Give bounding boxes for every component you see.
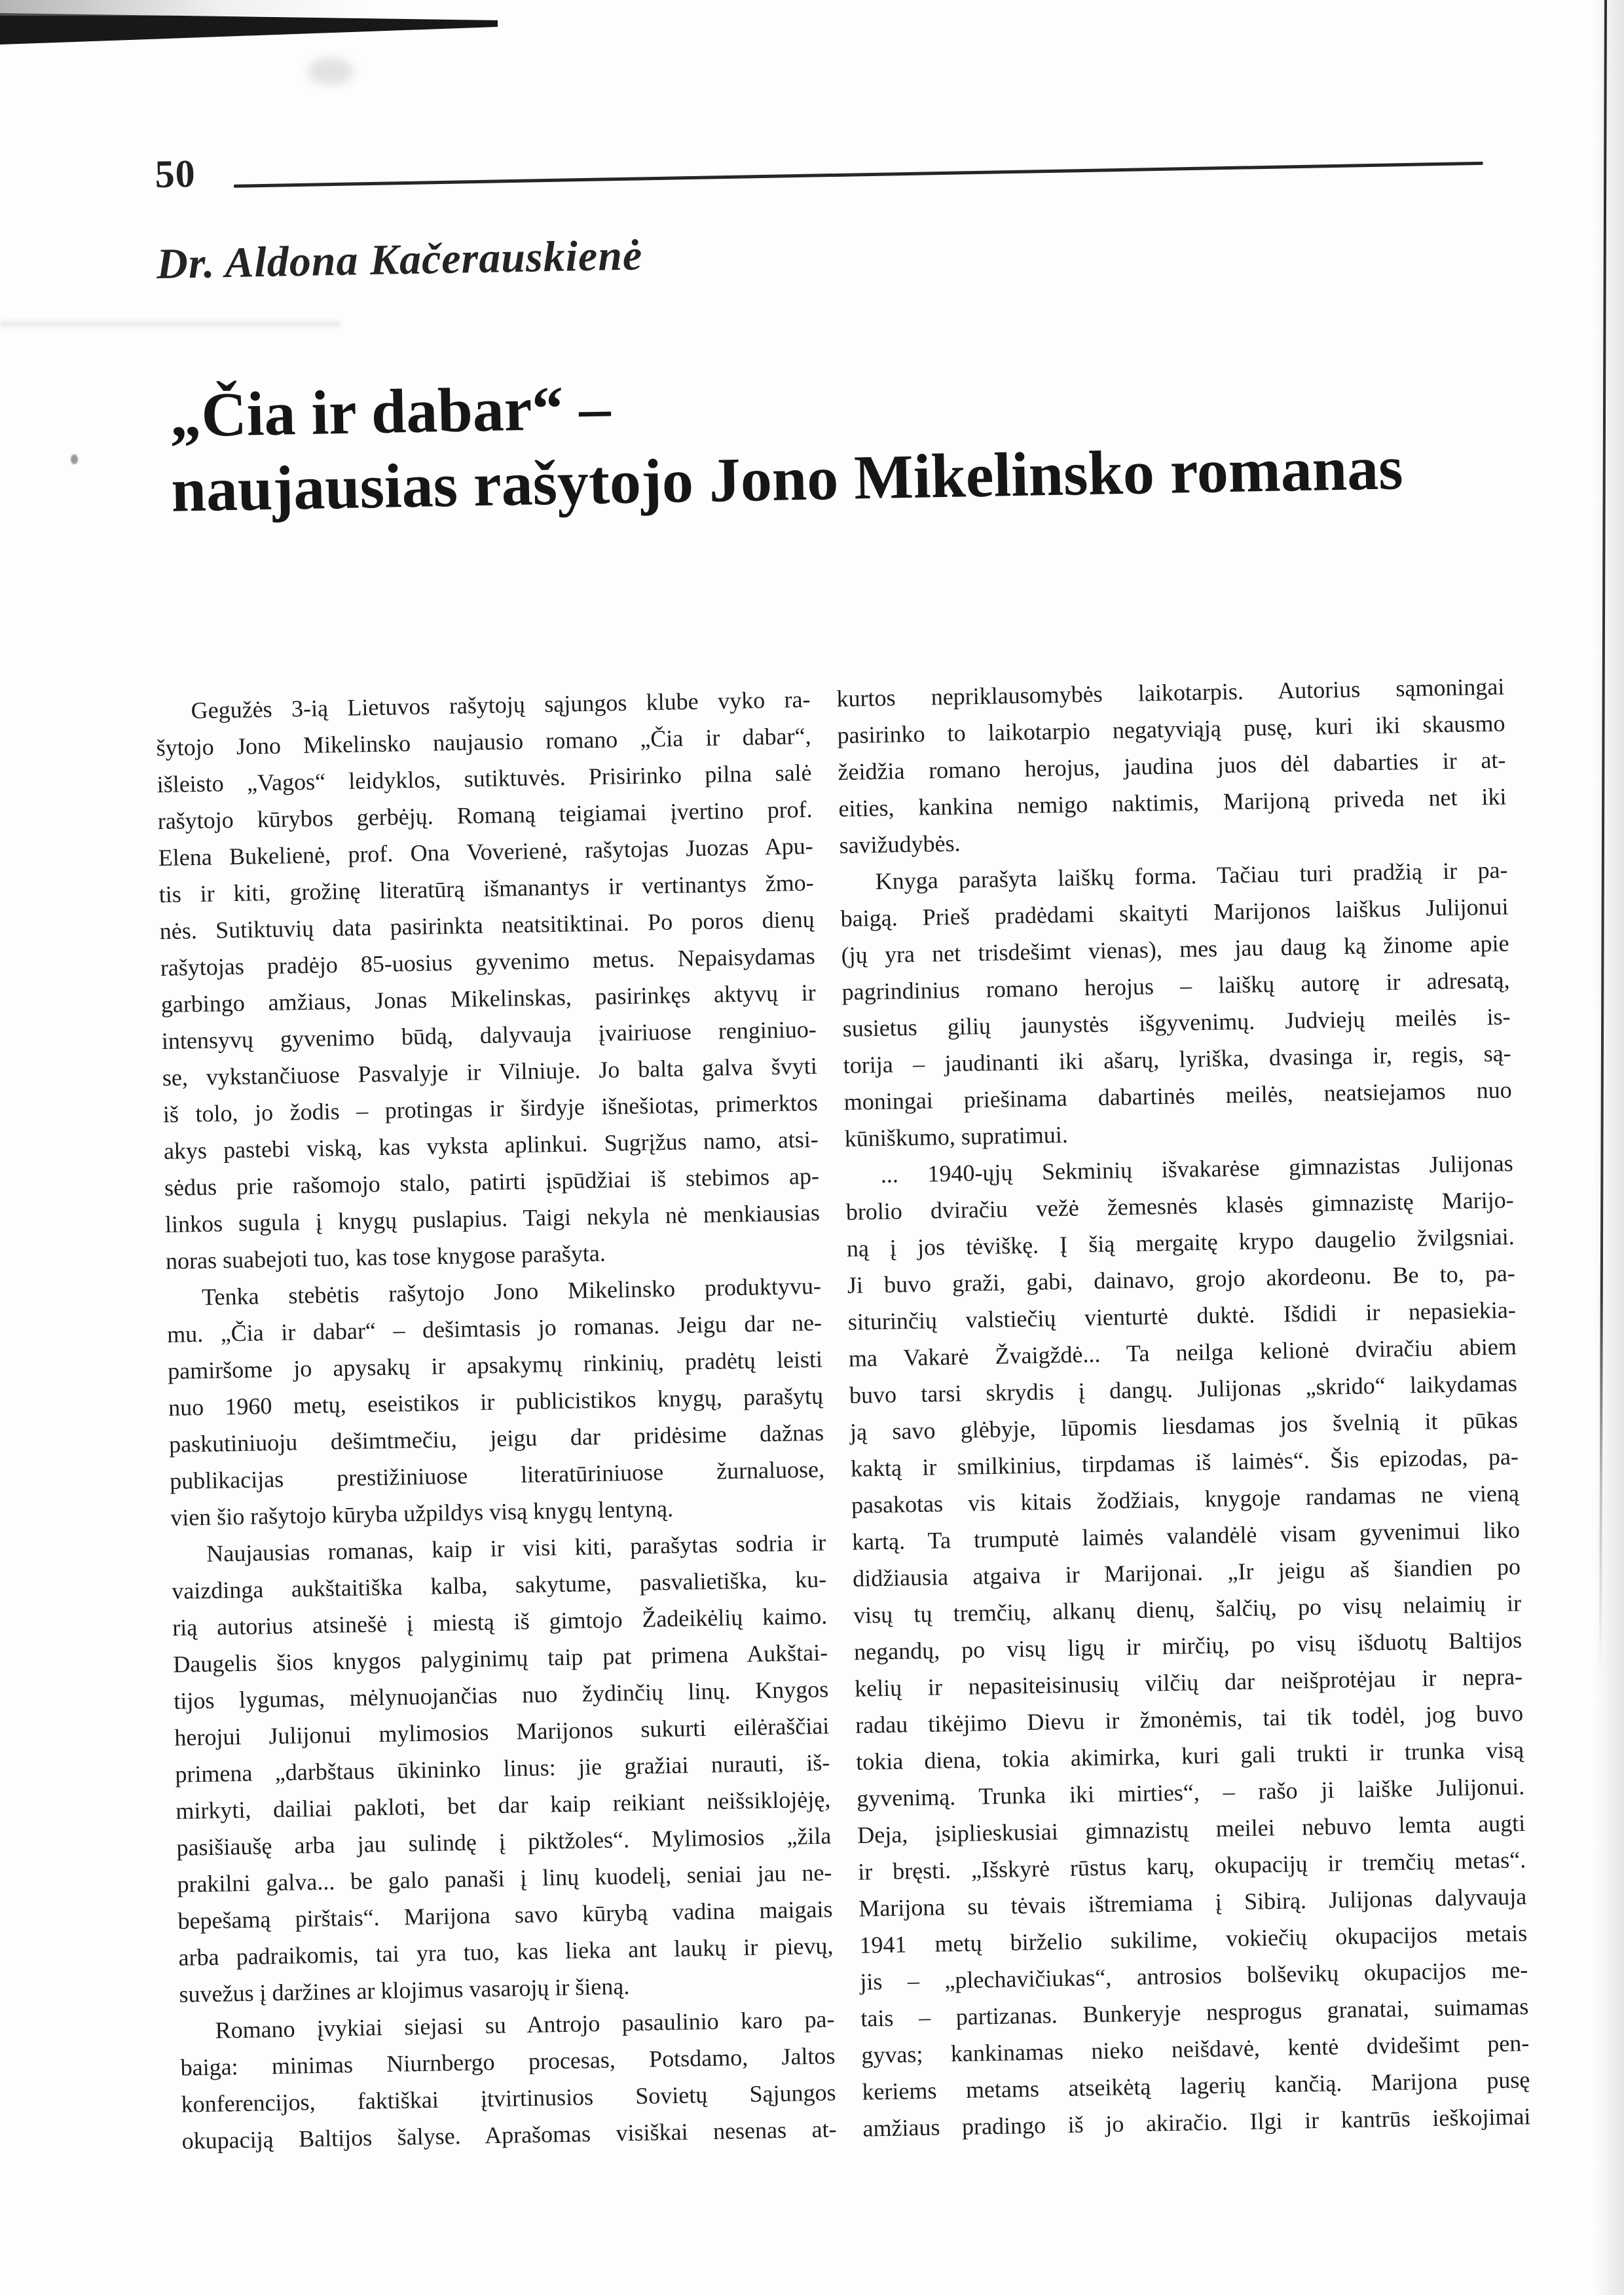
text-line: tijos lygumas, mėlynuojančias nuo žydinčių linų. Knygos xyxy=(174,1676,829,1714)
text-line: pasakotas vis kitais žodžiais, knygoje randamas ne vieną xyxy=(851,1480,1520,1518)
paragraph xyxy=(171,1524,834,2013)
text-line: brolio dviračiu vežė žemesnės klasės gimnazistę Marijo- xyxy=(845,1186,1515,1225)
article-title xyxy=(169,356,1403,527)
text-line: nės. Sutiktuvių data pasirinkta neatsitiktinai. Po poros dienų xyxy=(159,906,815,945)
text-line: konferencijos, faktiškai įtvirtinusios Sovietų Sąjungos xyxy=(181,2079,836,2118)
text-line: noras suabejoti tuo, kas tose knygose parašyta. xyxy=(165,1239,606,1274)
text-line: ir bręsti. „Išskyrė rūstus karų, okupacijų ir tremčių metas“. xyxy=(857,1846,1526,1885)
paragraph xyxy=(155,681,821,1279)
text-line: tis ir kiti, grožinę literatūrą išmanantys ir vertinantys žmo- xyxy=(158,869,814,908)
article-title-line2: naujausias rašytojo Jono Mikelinsko romanas xyxy=(170,432,1404,525)
text-line: ną į jos tėviškę. Į šią mergaitę krypo daugelio žvilgsniai. xyxy=(846,1223,1515,1262)
text-columns xyxy=(155,668,1531,2159)
text-line: suvežus į daržines ar klojimus vasarojų ir šieną. xyxy=(179,1973,630,2008)
header-rule xyxy=(234,162,1483,188)
text-line: tokia diena, tokia akimirka, kuri gali trukti ir trunka visą xyxy=(855,1736,1524,1775)
text-line: keriems metams atseikėtą lagerių kančią. Marijona pusę xyxy=(862,2066,1530,2105)
text-line: susietus gilių jaunystės išgyvenimų. Judviejų meilės is- xyxy=(842,1003,1511,1042)
text-line: savižudybės. xyxy=(839,830,961,859)
text-line: nuo 1960 metų, eseistikos ir publicistikos knygų, parašytų xyxy=(168,1382,824,1421)
paragraph xyxy=(179,2000,837,2159)
text-line: 1941 metų birželio sukilime, vokiečių okupacijos metais xyxy=(859,1920,1528,1958)
text-line: Knyga parašyta laiškų forma. Tačiau turi pradžią ir pa- xyxy=(875,856,1508,895)
text-line: pamiršome jo apysakų ir apsakymų rinkinių, pradėtų leisti xyxy=(167,1346,823,1384)
text-line: garbingo amžiaus, Jonas Mikelinskas, pasirinkęs aktyvų ir xyxy=(160,979,817,1018)
text-line: herojui Julijonui mylimosios Marijonos sukurti eilėraščiai xyxy=(174,1712,830,1751)
text-line: iš tolo, jo žodis – protingas ir širdyje išnešiotas, primerktos xyxy=(162,1089,819,1128)
text-line: intensyvų gyvenimo būdą, dalyvauja įvairiuose renginiuo- xyxy=(161,1016,817,1055)
text-line: Daugelis šios knygos palyginimų taip pat primena Aukštai- xyxy=(172,1639,828,1678)
column-right xyxy=(836,668,1531,2146)
text-line: Gegužės 3-ią Lietuvos rašytojų sąjungos klube vyko ra- xyxy=(191,686,811,724)
text-line: radau tikėjimo Dievu ir žmonėmis, tai tik todėl, jog buvo xyxy=(855,1700,1524,1738)
text-line: paskutiniuoju dešimtmečiu, jeigu dar pridėsime dažnas xyxy=(168,1419,824,1458)
paragraph xyxy=(836,668,1507,864)
text-line: (jų yra net trisdešimt vienas), mes jau daug ką žinome apie xyxy=(841,930,1509,969)
text-line: moningai priešinama dabartinės meilės, neatsiejamos nuo xyxy=(843,1076,1512,1115)
text-line: eities, kankina nemigo naktimis, Marijoną priveda net iki xyxy=(838,783,1507,822)
text-line: gyvas; kankinamas nieko neišdavė, kentė dvidešimt pen- xyxy=(861,2030,1530,2068)
text-line: rašytojas pradėjo 85-uosius gyvenimo metus. Nepaisydamas xyxy=(160,942,816,982)
text-line: mu. „Čia ir dabar“ – dešimtasis jo romanas. Jeigu dar ne- xyxy=(166,1309,822,1348)
text-line: Tenka stebėtis rašytojo Jono Mikelinsko produktyvu- xyxy=(201,1272,822,1310)
text-line: publikacijas prestižiniuose literatūriniuose žurnaluose, xyxy=(169,1456,825,1494)
paragraph xyxy=(840,851,1513,1157)
text-line: baigą. Prieš pradėdami skaityti Marijonos laiškus Julijonui xyxy=(840,893,1509,932)
text-line: amžiaus pradingo iš jo akiračio. Ilgi ir kantrūs ieškojimai xyxy=(862,2103,1531,2142)
text-line: rią autorius atsinešė į miestą iš gimtojo Žadeikėlių kaimo. xyxy=(172,1602,828,1641)
text-line: vien šio rašytojo kūryba užpildys visą knygų lentyną. xyxy=(170,1495,674,1531)
text-line: kelių ir nepasiteisinusių vilčių dar neišprotėjau ir nepra- xyxy=(854,1663,1523,1702)
text-line: kartą. Ta trumputė laimės valandėlė visam gyvenimui liko xyxy=(851,1516,1521,1555)
text-line: ją savo glėbyje, lūpomis liesdamas jos švelnią it pūkas xyxy=(849,1406,1519,1445)
text-line: linkos sugula į knygų puslapius. Taigi nekyla nė menkiausias xyxy=(164,1199,821,1238)
text-line: arba padraikomis, tai yra tuo, kas lieka ant laukų ir pievų, xyxy=(178,1932,834,1971)
text-line: Naujausias romanas, kaip ir visi kiti, parašytas sodria ir xyxy=(206,1529,826,1567)
text-line: šytojo Jono Mikelinsko naujausio romano „Čia ir dabar“, xyxy=(156,722,811,762)
text-line: Deja, įsiplieskusiai gimnazistų meilei nebuvo lemta augti xyxy=(857,1810,1526,1848)
text-line: baiga: minimas Niurnbergo procesas, Potsdamo, Jaltos xyxy=(180,2042,836,2081)
text-line: Marijona su tėvais ištremiama į Sibirą. Julijonas dalyvauja xyxy=(858,1883,1527,1922)
text-line: buvo tarsi skrydis į dangų. Julijonas „skrido“ laikydamas xyxy=(849,1370,1518,1408)
text-line: kūniškumo, supratimui. xyxy=(844,1121,1069,1152)
text-line: tais – partizanas. Bunkeryje nesprogus granatai, suimamas xyxy=(860,1993,1529,2032)
text-line: pasirinko to laikotarpio negatyviąją pusę, kuri iki skausmo xyxy=(837,710,1505,749)
text-line: išleisto „Vagos“ leidyklos, sutiktuvės. Prisirinko pilna salė xyxy=(157,759,812,798)
text-line: Elena Bukelienė, prof. Ona Voverienė, rašytojas Juozas Apu- xyxy=(158,832,813,872)
text-line: pasišiaušę arba jau sulindę į piktžoles“. Mylimosios „žila xyxy=(176,1822,832,1861)
column-left xyxy=(155,681,837,2159)
text-line: primena „darbštaus ūkininko linus: jie gražiai nurauti, iš- xyxy=(175,1749,830,1788)
text-line: ... 1940-ųjų Sekminių išvakarėse gimnazistas Julijonas xyxy=(880,1150,1514,1188)
paragraph xyxy=(845,1145,1531,2146)
text-line: kurtos nepriklausomybės laikotarpis. Autorius sąmoningai xyxy=(836,673,1505,712)
text-line: gyvenimą. Trunka iki mirties“, – rašo ji laiške Julijonui. xyxy=(856,1773,1525,1812)
text-line: vaizdinga aukštaitiška kalba, sakytume, pasvalietiška, ku- xyxy=(171,1566,827,1604)
text-line: akys pastebi viską, kas vyksta aplinkui. Sugrįžus namo, atsi- xyxy=(163,1126,819,1165)
text-line: Ji buvo graži, gabi, dainavo, grojo akordeonu. Be to, pa- xyxy=(847,1260,1516,1298)
text-line: negandų, po visų ligų ir mirčių, po visų išduotų Baltijos xyxy=(853,1626,1522,1665)
text-line: se, vykstančiuose Pasvalyje ir Vilniuje. Jo balta galva švyti xyxy=(162,1052,818,1092)
article-title-line1: „Čia ir dabar“ – xyxy=(169,372,612,450)
paragraph xyxy=(166,1268,826,1536)
text-line: pagrindinius romano herojus – laiškų autorę ir adresatą, xyxy=(841,966,1510,1005)
text-line: visų tų tremčių, alkanų dienų, šalčių, po visų nelaimių ir xyxy=(853,1590,1522,1628)
text-line: Romano įvykiai siejasi su Antrojo pasaulinio karo pa- xyxy=(215,2006,835,2044)
author-byline: Dr. Aldona Kačerauskienė xyxy=(156,231,643,288)
text-line: siturinčių valstiečių vienturtė duktė. Išdidi ir nepasiekia- xyxy=(847,1296,1517,1335)
text-line: prakilni galva... be galo panaši į linų kuodelį, seniai jau ne- xyxy=(177,1859,832,1898)
text-line: sėdus prie rašomojo stalo, patirti įspūdžiai iš stebimos ap- xyxy=(164,1162,820,1202)
text-line: ma Vakarė Žvaigždė... Ta neilga kelionė dviračiu abiem xyxy=(848,1333,1517,1372)
text-line: bepešamą pirštais“. Marijona savo kūrybą vadina maigais xyxy=(177,1896,833,1934)
text-line: torija – jaudinanti iki ašarų, lyriška, dvasinga ir, regis, są- xyxy=(843,1040,1511,1078)
text-line: mirkyti, dailiai pakloti, bet dar kaip reikiant neišsiklojėję, xyxy=(175,1786,831,1824)
text-line: didžiausia atgaiva ir Marijonai. „Ir jeigu aš šiandien po xyxy=(852,1553,1521,1592)
text-line: rašytojo kūrybos gerbėjų. Romaną teigiamai įvertino prof. xyxy=(157,796,813,835)
page-number: 50 xyxy=(155,151,196,196)
text-line: žeidžia romano herojus, jaudina juos dėl dabarties ir at- xyxy=(838,746,1506,786)
text-line: jis – „plechavičiukas“, antrosios bolševikų okupacijos me- xyxy=(860,1956,1528,1995)
text-line: kaktą ir smilkinius, tirpdamas iš laimės“. Šis epizodas, pa- xyxy=(850,1443,1519,1482)
text-line: okupaciją Baltijos šalyse. Aprašomas visiškai nesenas at- xyxy=(181,2116,837,2154)
